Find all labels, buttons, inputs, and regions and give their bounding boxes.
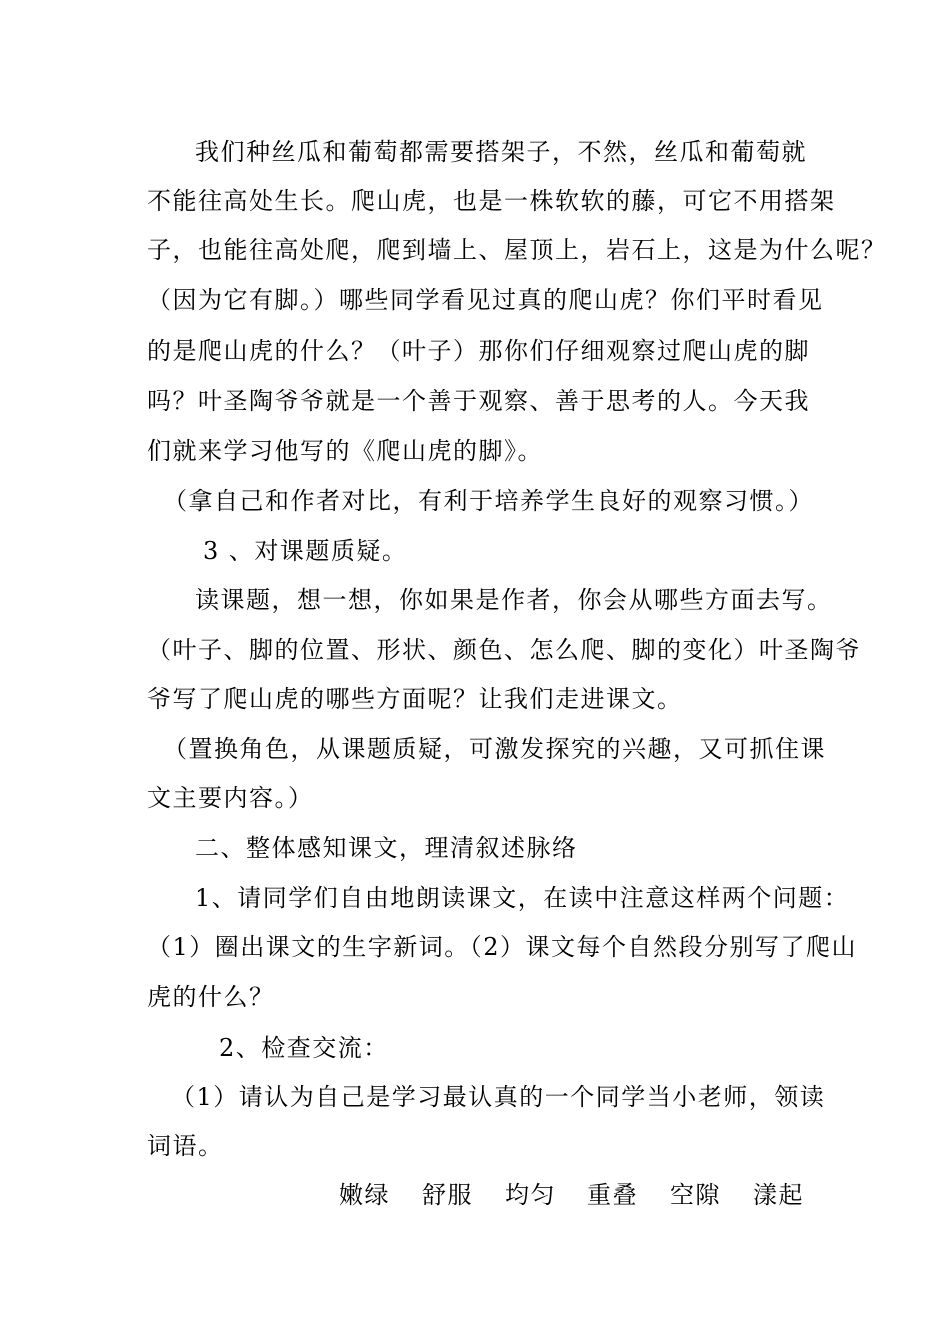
text-line: （叶子、脚的位置、形状、颜色、怎么爬、脚的变化）叶圣陶爷 (147, 636, 861, 664)
text-line: 文主要内容。） (147, 784, 314, 812)
text-line: 词语。 (147, 1132, 224, 1160)
text-line: 吗？叶圣陶爷爷就是一个善于观察、善于思考的人。今天我 (147, 387, 810, 415)
vocab-word: 舒服 (422, 1181, 473, 1209)
text-line: 3 、对课题质疑。 (203, 537, 408, 565)
text-line: 不能往高处生长。爬山虎，也是一株软软的藤，可它不用搭架 (147, 187, 836, 215)
vocab-word: 漾起 (753, 1181, 804, 1209)
vocab-word: 均匀 (505, 1181, 556, 1209)
text-line: （1）请认为自己是学习最认真的一个同学当小老师，领读 (171, 1083, 826, 1111)
vocab-word: 重叠 (587, 1181, 638, 1209)
text-line: 1、请同学们自由地朗读课文，在读中注意这样两个问题： (195, 884, 850, 912)
text-line: 爷写了爬山虎的哪些方面呢？让我们走进课文。 (147, 685, 683, 713)
text-line: 子，也能往高处爬，爬到墙上、屋顶上，岩石上，这是为什么呢？ (147, 236, 887, 264)
text-line: （因为它有脚。）哪些同学看见过真的爬山虎？你们平时看见 (147, 286, 824, 314)
text-line: 的是爬山虎的什么？（叶子）那你们仔细观察过爬山虎的脚 (147, 337, 810, 365)
text-line: 我们种丝瓜和葡萄都需要搭架子，不然，丝瓜和葡萄就 (195, 138, 807, 166)
text-line: 读课题，想一想，你如果是作者，你会从哪些方面去写。 (195, 586, 833, 614)
text-line: 虎的什么？ (147, 983, 275, 1011)
text-line: 2、检查交流： (219, 1034, 389, 1062)
text-line: （置换角色，从课题质疑，可激发探究的兴趣，又可抓住课 (163, 735, 826, 763)
text-line: （1）圈出课文的生字新词。（2）课文每个自然段分别写了爬山 (147, 933, 858, 961)
text-line: （拿自己和作者对比，有利于培养学生良好的观察习惯。） (163, 487, 814, 515)
vocab-word: 空隙 (670, 1181, 721, 1209)
vocab-word: 嫩绿 (339, 1181, 390, 1209)
section-heading: 二、整体感知课文，理清叙述脉络 (195, 834, 578, 862)
text-line: 们就来学习他写的《爬山虎的脚》。 (147, 437, 543, 465)
